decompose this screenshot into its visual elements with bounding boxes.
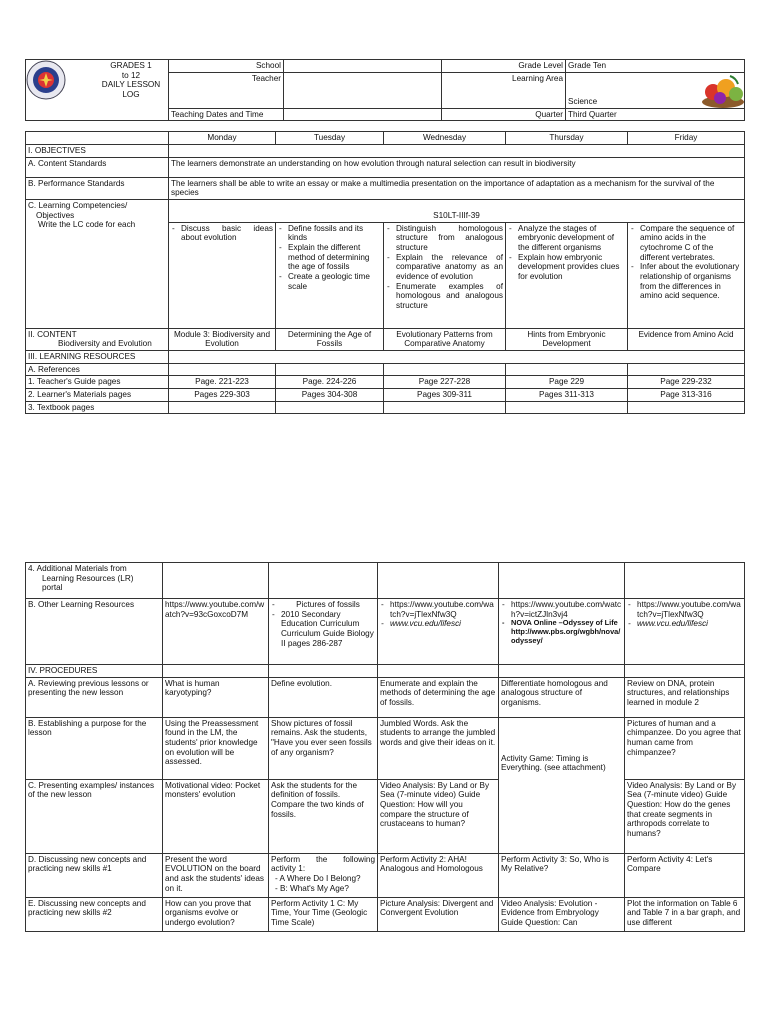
procedure-b-thursday: Activity Game: Timing is Everything. (see attachment) [499, 717, 625, 853]
objectives-thursday: - Analyze the stages of embryonic development of the different organisms - Explain how embryonic development provides clues for evolution [506, 222, 628, 328]
grade-level-label: Grade Level [442, 60, 566, 73]
procedure-c-wednesday: Video Analysis: By Land or By Sea (7-minute video) Guide Question: How will you compare the structure of crustaceans to human? [378, 779, 499, 853]
additional-materials-label: 4. Additional Materials from Learning Resources (LR) portal [26, 563, 163, 599]
objectives-tuesday: - Define fossils and its kinds - Explain the different method of determining the age of fossils - Create a geologic time scale [276, 222, 384, 328]
content-monday: Module 3: Biodiversity and Evolution [169, 328, 276, 350]
procedure-b-monday: Using the Preassessment found in the LM, the students' prior knowledge on evolution will be assessed. [163, 717, 269, 779]
lm-wednesday: Pages 309-311 [384, 389, 506, 402]
procedure-e-friday: Plot the information on Table 6 and Table 7 in a bar graph, and use different [625, 897, 745, 931]
procedure-e-thursday: Video Analysis: Evolution - Evidence from Embryology Guide Question: Can [499, 897, 625, 931]
tg-monday: Page. 221-223 [169, 376, 276, 389]
other-friday[interactable]: - https://www.youtube.com/watch?v=jTlexNfw3Q - www.vcu.edu/lifesci [625, 599, 745, 665]
content-standards-label: A. Content Standards [26, 157, 169, 177]
quarter-value: Third Quarter [566, 108, 745, 121]
objectives-wednesday: - Distinguish homologous structure from analogous structure - Explain the relevance of comparative anatomy as an evidence of evolution - Enumerate examples of homologous and analogous structure [384, 222, 506, 328]
procedure-d-monday: Present the word EVOLUTION on the board and ask the students' ideas on it. [163, 853, 269, 897]
learners-materials-label: 2. Learner's Materials pages [26, 389, 169, 402]
procedure-e-label: E. Discussing new concepts and practicing new skills #2 [26, 897, 163, 931]
other-resources-label: B. Other Learning Resources [26, 599, 163, 665]
procedure-d-wednesday: Perform Activity 2: AHA! Analogous and Homologous [378, 853, 499, 897]
day-monday: Monday [169, 132, 276, 145]
tg-thursday: Page 229 [506, 376, 628, 389]
other-thursday[interactable]: - https://www.youtube.com/watch?v=ictZJln3vj4 - NOVA Online –Odyssey of Life http://www.pbs.org/wgbh/nova/odyssey/ [499, 599, 625, 665]
procedure-d-label: D. Discussing new concepts and practicing new skills #1 [26, 853, 163, 897]
procedure-d-friday: Perform Activity 4: Let's Compare [625, 853, 745, 897]
references-label: A. References [26, 363, 169, 376]
content-standards-text: The learners demonstrate an understanding on how evolution through natural selection can result in biodiversity [169, 157, 745, 177]
procedure-a-wednesday: Enumerate and explain the methods of determining the age of fossils. [378, 677, 499, 717]
performance-standards-label: B. Performance Standards [26, 177, 169, 199]
procedures-heading: IV. PROCEDURES [26, 665, 163, 678]
tg-tuesday: Page. 224-226 [276, 376, 384, 389]
textbook-pages-label: 3. Textbook pages [26, 401, 169, 414]
procedure-a-tuesday: Define evolution. [269, 677, 378, 717]
procedure-b-wednesday: Jumbled Words. Ask the students to arrange the jumbled words and give their ideas on it. [378, 717, 499, 779]
learning-area-value: Science [566, 72, 745, 108]
header-table [25, 59, 745, 121]
other-wednesday[interactable]: - https://www.youtube.com/watch?v=jTlexNfw3Q - www.vcu.edu/lifesci [378, 599, 499, 665]
lm-thursday: Pages 311-313 [506, 389, 628, 402]
learning-area-label: Learning Area [442, 72, 566, 108]
teachers-guide-label: 1. Teacher's Guide pages [26, 376, 169, 389]
objectives-heading: I. OBJECTIVES [26, 145, 169, 158]
teacher-label: Teacher [169, 72, 284, 108]
dates-label: Teaching Dates and Time [169, 108, 284, 121]
day-thursday: Thursday [506, 132, 628, 145]
competencies-label: C. Learning Competencies/ Objectives Write the LC code for each [26, 200, 169, 329]
other-monday[interactable]: https://www.youtube.com/watch?v=93cGoxcoD7M [163, 599, 269, 665]
procedure-d-thursday: Perform Activity 3: So, Who is My Relative? [499, 853, 625, 897]
procedure-c-label: C. Presenting examples/ instances of the new lesson [26, 779, 163, 853]
procedure-a-label: A. Reviewing previous lessons or presenting the new lesson [26, 677, 163, 717]
quarter-label: Quarter [442, 108, 566, 121]
lc-code: S10LT-IIIf-39 [169, 200, 745, 223]
procedure-e-monday: How can you prove that organisms evolve or undergo evolution? [163, 897, 269, 931]
lm-monday: Pages 229-303 [169, 389, 276, 402]
lm-friday: Page 313-316 [628, 389, 745, 402]
grades-label: GRADES 1 to 12 DAILY LESSON LOG [26, 60, 169, 109]
procedure-b-label: B. Establishing a purpose for the lesson [26, 717, 163, 779]
procedure-a-monday: What is human karyotyping? [163, 677, 269, 717]
objectives-friday: - Compare the sequence of amino acids in the cytochrome C of the different vertebrates. - Infer about the evolutionary relationship of organisms from the differences in amino acid sequence. [628, 222, 745, 328]
content-friday: Evidence from Amino Acid [628, 328, 745, 350]
learning-resources-heading: III. LEARNING RESOURCES [26, 351, 169, 364]
objectives-monday: - Discuss basic ideas about evolution [169, 222, 276, 328]
lesson-table-part-2 [25, 562, 745, 932]
content-thursday: Hints from Embryonic Development [506, 328, 628, 350]
procedure-e-tuesday: Perform Activity 1 C: My Time, Your Time (Geologic Time Scale) [269, 897, 378, 931]
performance-standards-text: The learners shall be able to write an essay or make a multimedia presentation on the importance of adaptation as a mechanism for the survival of the species [169, 177, 745, 199]
school-label: School [169, 60, 284, 73]
content-wednesday: Evolutionary Patterns from Comparative Anatomy [384, 328, 506, 350]
content-tuesday: Determining the Age of Fossils [276, 328, 384, 350]
procedure-a-friday: Review on DNA, protein structures, and relationships learned in module 2 [625, 677, 745, 717]
teacher-value[interactable] [284, 72, 442, 108]
procedure-a-thursday: Differentiate homologous and analogous structure of organisms. [499, 677, 625, 717]
content-label: II. CONTENT Biodiversity and Evolution [26, 328, 169, 350]
tg-friday: Page 229-232 [628, 376, 745, 389]
day-wednesday: Wednesday [384, 132, 506, 145]
day-tuesday: Tuesday [276, 132, 384, 145]
school-value[interactable] [284, 60, 442, 73]
procedure-b-friday: Pictures of human and a chimpanzee. Do you agree that human came from chimpanzee? [625, 717, 745, 779]
procedure-e-wednesday: Picture Analysis: Divergent and Convergent Evolution [378, 897, 499, 931]
procedure-d-tuesday: Perform the following activity 1: - A Where Do I Belong? - B: What's My Age? [269, 853, 378, 897]
grade-level-value: Grade Ten [566, 60, 745, 73]
procedure-c-monday: Motivational video: Pocket monsters' evolution [163, 779, 269, 853]
tg-wednesday: Page 227-228 [384, 376, 506, 389]
lesson-table-part-1 [25, 131, 745, 414]
dates-value[interactable] [284, 108, 442, 121]
other-tuesday: - Pictures of fossils - 2010 Secondary Education Curriculum Curriculum Guide Biology II pages 286-287 [269, 599, 378, 665]
procedure-c-friday: Video Analysis: By Land or By Sea (7-minute video) Guide Question: How do the genes that create segments in arthropods correlate to humans? [625, 779, 745, 853]
procedure-c-tuesday: Ask the students for the definition of fossils. Compare the two kinds of fossils. [269, 779, 378, 853]
procedure-b-tuesday: Show pictures of fossil remains. Ask the students, "Have you ever seen fossils of any organism? [269, 717, 378, 779]
day-friday: Friday [628, 132, 745, 145]
lm-tuesday: Pages 304-308 [276, 389, 384, 402]
